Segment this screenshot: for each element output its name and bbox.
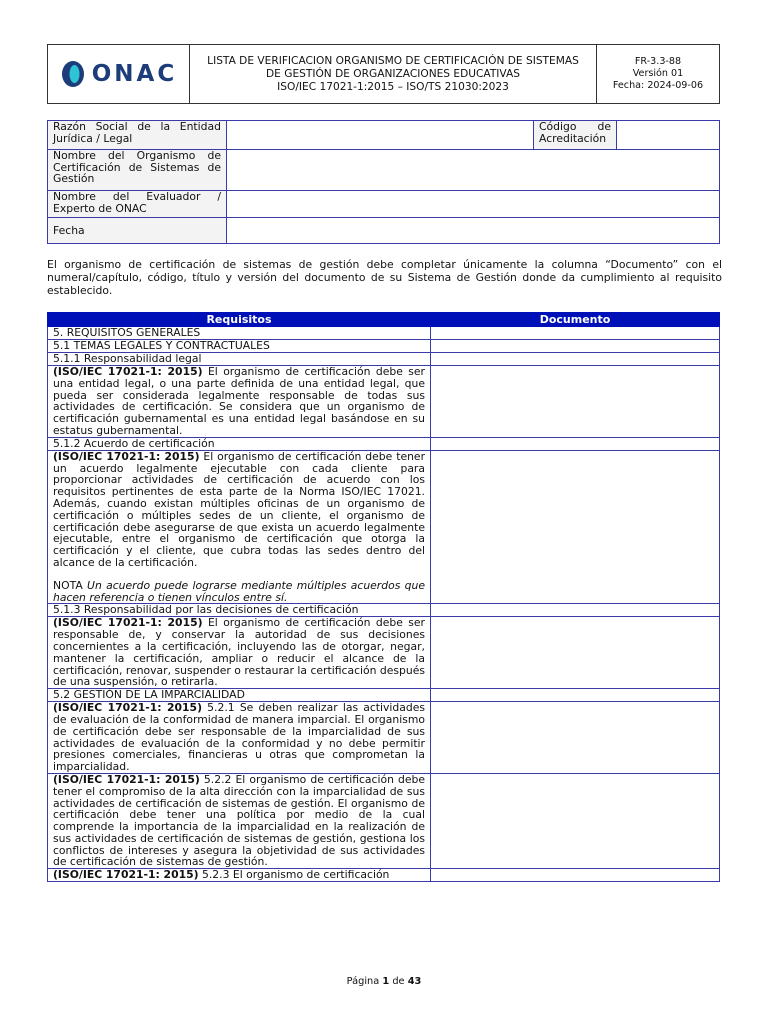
page-total: 43 — [407, 976, 422, 987]
requirement-reference: (ISO/IEC 17021-1: 2015) — [53, 772, 200, 786]
table-row — [48, 450, 720, 604]
onac-logo — [48, 59, 189, 89]
page-number: 1 — [382, 976, 390, 987]
requirement-reference: (ISO/IEC 17021-1: 2015) — [53, 365, 203, 378]
field-fecha[interactable] — [227, 218, 720, 244]
document-cell[interactable] — [431, 604, 720, 617]
document-cell[interactable] — [431, 437, 720, 450]
requirement-text — [48, 869, 431, 882]
requirement-body: El organismo de certificación debe ser una entidad legal, o una parte definida de una entidad legal, que pueda ser considerada legalmente responsable de todas sus actividades de certificación. Se considera que un organismo de certificación gubernamental es una entidad legal basándose en su estatus gubernamental. — [53, 365, 425, 437]
requirement-body: 5.2.2 El organismo de certificación debe tener el compromiso de la alta dirección con la imparcialidad de sus actividades de certificación de sistemas de gestión. El organismo de certificación debe tener una política por medio de la cual comprende la importancia de la imparcialidad en la realización de sus actividades de certificación de sistemas de gestión, gestiona los conflictos de intereses y asegura la objetividad de sus actividades de certificación de sistemas de gestión. — [53, 772, 426, 869]
table-row — [48, 604, 720, 617]
logo-text: ONAC — [91, 61, 178, 87]
label-razon-social: Razón Social de la Entidad Jurídica / Legal — [48, 121, 227, 150]
page-label: Página — [346, 976, 383, 987]
document-cell[interactable] — [431, 773, 720, 868]
logo-cell — [48, 45, 190, 104]
field-nombre-evaluador[interactable] — [227, 191, 720, 218]
requirement-note — [53, 580, 425, 604]
document-cell[interactable] — [431, 353, 720, 366]
section-heading: 5.1.3 Responsabilidad por las decisiones de certificación — [48, 604, 431, 617]
page-of-label: de — [389, 976, 408, 987]
section-heading: 5.2 GESTIÓN DE LA IMPARCIALIDAD — [48, 689, 431, 702]
requirement-body: 5.2.1 Se deben realizar las actividades de evaluación de la conformidad de manera imparcial. El organismo de certificación debe ser responsable de la imparcialidad de sus actividades de evaluación de la conformidad y no debe permitir presiones comerciales, financieras u otras que comprometan la imparcialidad. — [53, 701, 425, 774]
title-line-3: ISO/IEC 17021-1:2015 – ISO/TS 21030:2023 — [277, 80, 509, 93]
requirement-reference: (ISO/IEC 17021-1: 2015) — [53, 449, 200, 463]
column-header-documento: Documento — [431, 313, 720, 327]
title-line-2: DE GESTIÓN DE ORGANIZACIONES EDUCATIVAS — [266, 67, 520, 80]
note-label: NOTA — [53, 578, 88, 592]
section-heading: 5.1.2 Acuerdo de certificación — [48, 437, 431, 450]
requirement-body: El organismo de certificación debe tener un acuerdo legalmente ejecutable con cada cliente para proporcionar actividades de certificación de acuerdo con los requisitos pertinentes de esta parte de la Norma ISO/IEC 17021. Además, cuando existan múltiples oficinas de un organismo de certificación o múltiples sedes de un cliente, el organismo de certificación debe asegurarse de que exista un acuerdo legalmente ejecutable, entre el organismo de certificación que otorga la certificación y el cliente, que cubra todas las sedes dentro del alcance de la certificación. — [53, 449, 426, 569]
field-nombre-organismo[interactable] — [227, 150, 720, 191]
requirement-text — [48, 702, 431, 774]
requirement-text — [48, 773, 431, 868]
document-header — [47, 44, 720, 104]
section-heading: 5. REQUISITOS GENERALES — [48, 327, 431, 340]
requirement-body: El organismo de certificación debe ser responsable de, y conservar la autoridad de sus decisiones concernientes a la certificación, incluyendo las de otorgar, negar, mantener la certificación, ampliar o reducir el alcance de la certificación, renovar, suspender o restaurar la certificación después de una suspensión, o retirarla. — [53, 616, 425, 689]
document-cell[interactable] — [431, 702, 720, 774]
label-fecha: Fecha — [48, 218, 227, 244]
section-heading: 5.1 TEMAS LEGALES Y CONTRACTUALES — [48, 340, 431, 353]
requirement-reference: (ISO/IEC 17021-1: 2015) — [53, 868, 199, 882]
table-row — [48, 617, 720, 689]
requirement-reference: (ISO/IEC 17021-1: 2015) — [53, 616, 203, 630]
table-row — [48, 437, 720, 450]
label-codigo-acreditacion: Código de Acreditación — [534, 121, 617, 150]
document-title — [190, 45, 597, 104]
table-row — [48, 689, 720, 702]
note-text: Un acuerdo puede lograrse mediante múltiples acuerdos que hacen referencia o tienen vínculos entre sí. — [53, 578, 425, 604]
document-date: Fecha: 2024-09-06 — [612, 80, 704, 91]
entity-info-table — [47, 120, 720, 244]
field-codigo-acreditacion[interactable] — [617, 121, 720, 150]
onac-logo-icon — [60, 59, 86, 89]
document-cell[interactable] — [431, 366, 720, 438]
document-cell[interactable] — [431, 327, 720, 340]
page-footer — [0, 976, 768, 987]
document-code: FR-3.3-88 — [634, 56, 682, 67]
title-line-1: LISTA DE VERIFICACION ORGANISMO DE CERTIFICACIÓN DE SISTEMAS — [207, 54, 579, 67]
requirements-table — [47, 312, 720, 882]
table-row — [48, 327, 720, 340]
document-cell[interactable] — [431, 617, 720, 689]
column-header-requisitos: Requisitos — [48, 313, 431, 327]
document-code-cell — [597, 45, 720, 104]
document-version: Versión 01 — [632, 68, 684, 79]
table-row — [48, 366, 720, 438]
label-nombre-organismo: Nombre del Organismo de Certificación de Sistemas de Gestión — [48, 150, 227, 191]
table-row — [48, 340, 720, 353]
table-row — [48, 353, 720, 366]
label-nombre-evaluador: Nombre del Evaluador / Experto de ONAC — [48, 191, 227, 218]
requirement-text — [48, 617, 431, 689]
table-row — [48, 869, 720, 882]
table-row — [48, 773, 720, 868]
document-cell[interactable] — [431, 869, 720, 882]
requirement-text — [48, 366, 431, 438]
document-cell[interactable] — [431, 689, 720, 702]
instructions-paragraph: El organismo de certificación de sistemas de gestión debe completar únicamente la columna “Documento” con el numeral/capítulo, código, título y versión del documento de su Sistema de Gestión donde da cumplimiento al requisito establecido. — [47, 258, 722, 297]
document-cell[interactable] — [431, 340, 720, 353]
table-row — [48, 702, 720, 774]
document-cell[interactable] — [431, 450, 720, 604]
requirement-reference: (ISO/IEC 17021-1: 2015) — [53, 701, 203, 715]
requirement-text — [48, 450, 431, 604]
requirement-body: 5.2.3 El organismo de certificación — [198, 868, 390, 882]
section-heading: 5.1.1 Responsabilidad legal — [48, 353, 431, 366]
field-razon-social[interactable] — [227, 121, 534, 150]
